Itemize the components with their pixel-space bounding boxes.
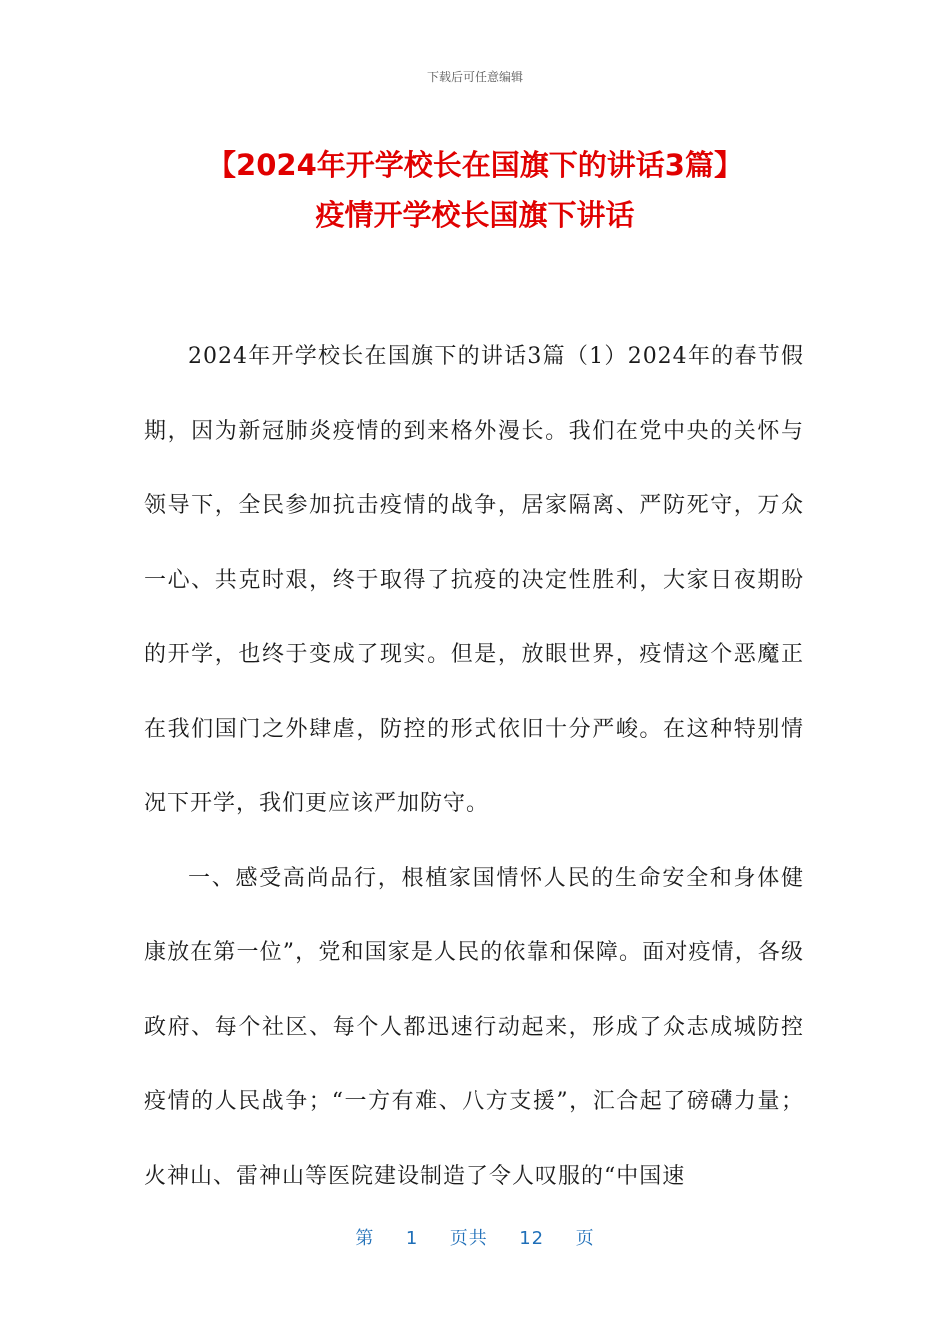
- header-note: 下载后可任意编辑: [426, 70, 523, 84]
- footer-suffix: 页: [575, 1228, 595, 1249]
- footer-current-page: 1: [405, 1228, 419, 1249]
- title-line-1: 【2024年开学校长在国旗下的讲话3篇】: [207, 148, 743, 182]
- document-body: [144, 320, 804, 1214]
- body-paragraph-1: 2024年开学校长在国旗下的讲话3篇（1）2024年的春节假期，因为新冠肺炎疫情的到来格外漫长。我们在党中央的关怀与领导下，全民参加抗击疫情的战争，居家隔离、严防死守，万众一心、共克时艰，终于取得了抗疫的决定性胜利，大家日夜期盼的开学，也终于变成了现实。但是，放眼世界，疫情这个恶魔正在我们国门之外肆虐，防控的形式依旧十分严峻。在这种特别情况下开学，我们更应该严加防守。: [144, 344, 804, 816]
- footer-prefix: 第: [355, 1228, 375, 1249]
- footer-total-pages: 12: [519, 1228, 545, 1249]
- title-line-2: 疫情开学校长国旗下讲话: [315, 198, 635, 232]
- document-title: [80, 140, 870, 240]
- body-paragraph-2: 一、感受高尚品行，根植家国情怀人民的生命安全和身体健康放在第一位”，党和国家是人民的依靠和保障。面对疫情，各级政府、每个社区、每个人都迅速行动起来，形成了众志成城防控疫情的人民战争；“一方有难、八方支援”，汇合起了磅礴力量；火神山、雷神山等医院建设制造了令人叹服的“中国速: [144, 865, 804, 1189]
- page-footer: [0, 1224, 950, 1250]
- footer-middle: 页共: [449, 1228, 488, 1249]
